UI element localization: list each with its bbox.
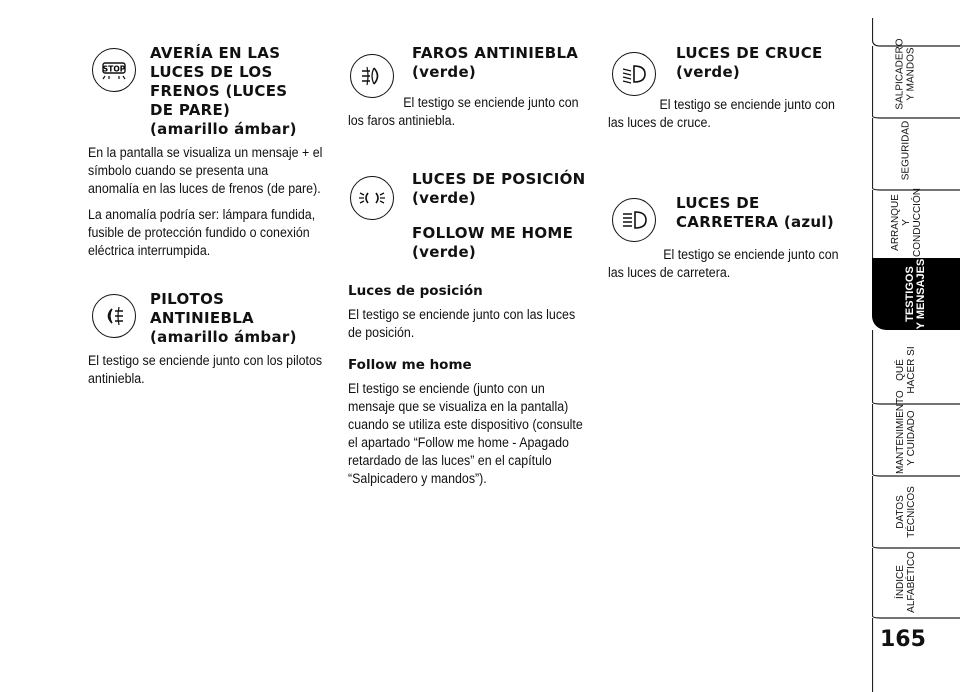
section-front-fog: [348, 40, 590, 94]
brake-fault-title-4: DE PARE): [150, 101, 231, 119]
tab-arranque-label: ARRANQUE Y CONDUCCIÓN: [889, 187, 923, 257]
column-middle: [348, 40, 590, 496]
stop-lamp-failure-icon: [92, 48, 136, 92]
page-number: 165: [880, 627, 926, 652]
rear-fog-text: El testigo se enciende junto con los pilotos antiniebla.: [88, 353, 323, 386]
chapter-tabs: [872, 0, 960, 692]
main-beam-title-1: LUCES DE: [676, 194, 760, 212]
side-lights-icon: [350, 176, 394, 220]
brake-fault-title-1: AVERÍA EN LAS: [150, 44, 281, 62]
front-fog-title-1: FAROS ANTINIEBLA: [412, 44, 579, 62]
position-title-1: LUCES DE POSICIÓN: [412, 170, 586, 188]
position-subheading: Luces de posición: [348, 283, 483, 299]
section-dipped-beam: [608, 40, 852, 96]
brake-fault-text-1: En la pantalla se visualiza un mensaje + el símbolo cuando se presenta una anomalía en las luces de frenos (de pare).: [88, 145, 323, 196]
column-left: [88, 40, 324, 396]
svg-text:STOP: STOP: [102, 64, 126, 74]
brake-fault-title-2: LUCES DE LOS: [150, 63, 273, 81]
tab-mantenimiento-label: MANTENIMIENTO Y CUIDADO: [895, 390, 917, 474]
position-text: El testigo se enciende junto con las luces de posición.: [348, 307, 576, 340]
brake-fault-title-3: FRENOS (LUCES: [150, 82, 288, 100]
tab-datos-label: DATOS TÉCNICOS: [895, 486, 917, 538]
tab-testigos-label: TESTIGOS Y MENSAJES: [904, 258, 927, 330]
tab-indice-label: ÍNDICE ALFABÉTICO: [895, 551, 917, 613]
section-position-lights: [348, 170, 590, 282]
dipped-beam-icon: [612, 52, 656, 96]
main-beam-icon: [612, 198, 656, 242]
position-title-2: (verde): [412, 189, 477, 207]
main-beam-title-2: CARRETERA (azul): [676, 213, 835, 231]
rear-fog-light-icon: [92, 294, 136, 338]
follow-me-title-2: (verde): [412, 243, 477, 261]
column-right: [608, 40, 852, 290]
tab-outline: [872, 0, 960, 692]
follow-me-title-1: FOLLOW ME HOME: [412, 224, 574, 242]
tab-seguridad-label: SEGURIDAD: [900, 120, 912, 180]
brake-fault-text-2: La anomalía podría ser: lámpara fundida, fusible de protección fundido o conexión eléctrica interrumpida.: [88, 207, 316, 258]
front-fog-text: El testigo se enciende junto con los faros antiniebla.: [348, 95, 579, 128]
dipped-text: El testigo se enciende junto con las luces de cruce.: [608, 97, 835, 130]
rear-fog-title-3: (amarillo ámbar): [150, 328, 297, 346]
brake-fault-title-5: (amarillo ámbar): [150, 120, 297, 138]
section-main-beam: [608, 190, 852, 246]
dipped-title-2: (verde): [676, 63, 741, 81]
follow-me-text: El testigo se enciende (junto con un mensaje que se visualiza en la pantalla) cuando se utiliza este dispositivo (consulte el apartado “Follow me home - Apagado retardado de las luces” en el capítulo “Salpicadero y mandos”).: [348, 381, 583, 486]
tab-salpicadero-label: SALPICADERO Y MANDOS: [895, 38, 918, 110]
section-rear-fog: [88, 286, 324, 348]
front-fog-title-2: (verde): [412, 63, 477, 81]
front-fog-light-icon: [350, 54, 394, 98]
tab-que-hacer-label: QUÉ HACER SI: [895, 346, 917, 394]
follow-me-subheading: Follow me home: [348, 357, 472, 373]
rear-fog-title-2: ANTINIEBLA: [150, 309, 254, 327]
dipped-title-1: LUCES DE CRUCE: [676, 44, 823, 62]
section-brake-light-fault: [88, 40, 324, 140]
rear-fog-title-1: PILOTOS: [150, 290, 225, 308]
main-beam-text: El testigo se enciende junto con las luces de carretera.: [608, 247, 839, 280]
